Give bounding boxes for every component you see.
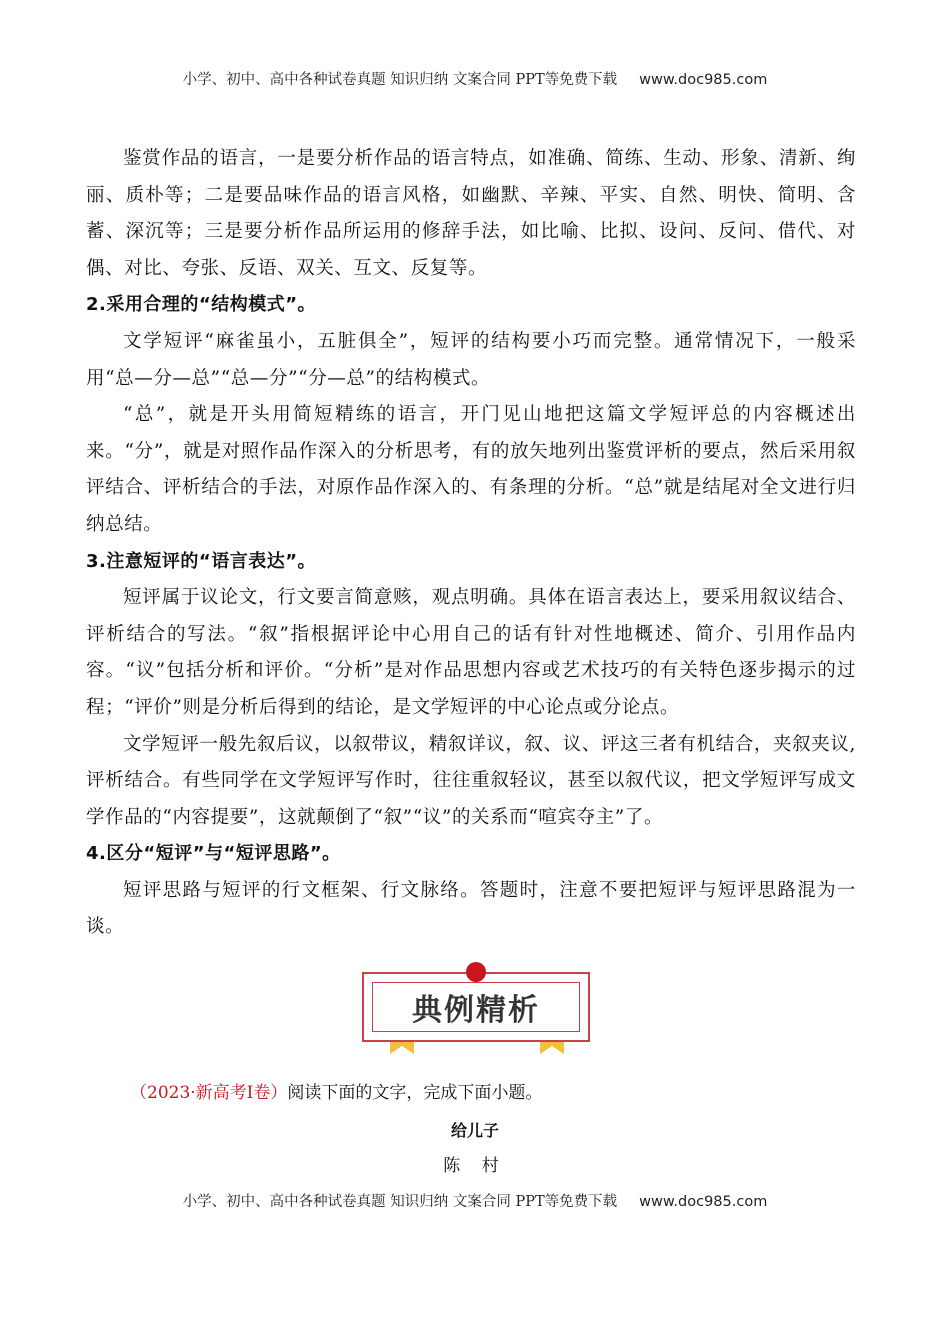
- badge-label: 典例精析: [412, 993, 540, 1028]
- paragraph-structure-intro: 文学短评“麻雀虽小，五脏俱全”，短评的结构要小巧而完整。通常情况下，一般采用“总—分—总”“总—分”“分—总”的结构模式。: [86, 330, 856, 389]
- header-text: 小学、初中、高中各种试卷真题 知识归纳 文案合同 PPT等免费下载: [182, 72, 618, 88]
- paragraph-expression-detail: 文学短评一般先叙后议，以叙带议，精叙详议，叙、议、评这三者有机结合，夹叙夹议,评析结合。有些同学在文学短评写作时，往往重叙轻议，甚至以叙代议，把文学短评写成文学作品的“内容提要”，这就颠倒了“叙”“议”的关系而“喧宾夺主”了。: [86, 733, 856, 828]
- question-instruction: 阅读下面的文字，完成下面小题。: [287, 1083, 543, 1103]
- heading-structure-mode: 2.采用合理的“结构模式”。: [86, 294, 317, 316]
- badge-frame: [362, 972, 590, 1042]
- page-header: [0, 68, 950, 89]
- paragraph-structure-detail: “总”，就是开头用简短精练的语言，开门见山地把这篇文学短评总的内容概述出来。“分”，就是对照作品作深入的分析思考，有的放矢地列出鉴赏评析的要点，然后采用叙评结合、评析结合的手法，对原作品作深入的、有条理的分析。“总”就是结尾对全文进行归纳总结。: [86, 404, 856, 535]
- paragraph-language-appreciation: 鉴赏作品的语言，一是要分析作品的语言特点，如准确、简练、生动、形象、清新、绚丽、质朴等；二是要品味作品的语言风格，如幽默、辛辣、平实、自然、明快、简明、含蓄、深沉等；三是要分析作品所运用的修辞手法，如比喻、比拟、设问、反问、借代、对偶、对比、夸张、反语、双关、互文、反复等。: [86, 148, 856, 279]
- article-body: [86, 141, 856, 946]
- question-line: [130, 1078, 542, 1103]
- paragraph-expression-intro: 短评属于议论文，行文要言简意赅，观点明确。具体在语言表达上，要采用叙议结合、评析结合的写法。“叙”指根据评论中心用自己的话有针对性地概述、简介、引用作品内容。“议”包括分析和评价。“分析”是对作品思想内容或艺术技巧的有关特色逐步揭示的过程；“评价”则是分析后得到的结论，是文学短评的中心论点或分论点。: [86, 587, 856, 718]
- footer-site-link[interactable]: www.doc985.com: [639, 1194, 768, 1210]
- header-site-link[interactable]: www.doc985.com: [639, 72, 768, 88]
- heading-language-expression: 3.注意短评的“语言表达”。: [86, 550, 317, 572]
- page-footer: [0, 1190, 950, 1211]
- section-badge: [362, 962, 592, 1058]
- question-source: （2023·新高考Ⅰ卷）: [130, 1083, 288, 1103]
- paragraph-distinguish: 短评思路与短评的行文框架、行文脉络。答题时，注意不要把短评与短评思路混为一谈。: [86, 879, 856, 938]
- badge-inner-frame: [372, 982, 580, 1032]
- footer-text: 小学、初中、高中各种试卷真题 知识归纳 文案合同 PPT等免费下载: [182, 1194, 618, 1210]
- badge-pin-icon: [466, 962, 486, 982]
- poem-author: 陈 村: [443, 1156, 507, 1176]
- heading-distinguish: 4.区分“短评”与“短评思路”。: [86, 843, 341, 865]
- poem-title: 给儿子: [450, 1121, 499, 1140]
